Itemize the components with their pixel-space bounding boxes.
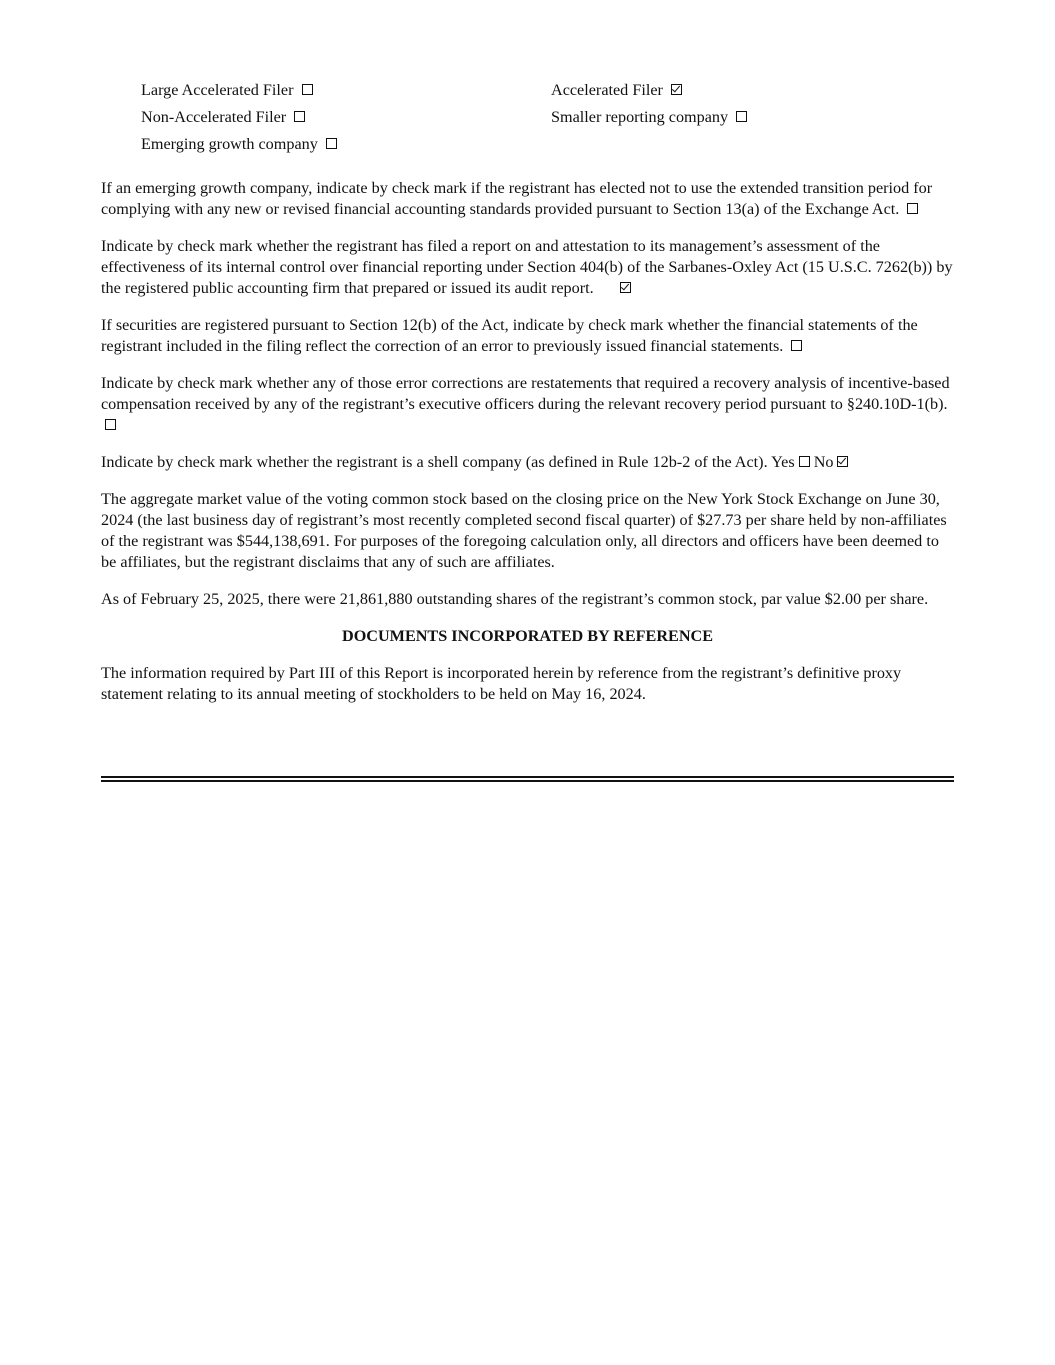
shell-company-yes-label: Yes: [771, 453, 795, 471]
emerging-growth-company-label: Emerging growth company: [141, 135, 318, 153]
error-correction-text: If securities are registered pursuant to Section 12(b) of the Act, indicate by check mark whether the financial statements of the registrant included in the filing reflect the correction of an error to previously issued financial statements.: [101, 316, 918, 355]
emerging-growth-company: [141, 134, 551, 155]
shell-company-text: Indicate by check mark whether the registrant is a shell company (as defined in Rule 12b-2 of the Act).: [101, 453, 768, 471]
document-page: [101, 80, 954, 721]
shell-company-no-checkbox[interactable]: [837, 456, 848, 467]
documents-incorporated-heading: DOCUMENTS INCORPORATED BY REFERENCE: [342, 627, 713, 645]
accelerated-filer-checkbox[interactable]: [671, 84, 682, 95]
icfr-attestation-text: Indicate by check mark whether the registrant has filed a report on and attestation to its management’s assessment of the effectiveness of its internal control over financial reporting under Section 404(b) of the Sarbanes-Oxley Act (15 U.S.C. 7262(b)) by the registered public accounting firm that prepared or issued its audit report.: [101, 237, 953, 297]
non-accelerated-filer-label: Non-Accelerated Filer: [141, 108, 287, 126]
extended-transition-text: If an emerging growth company, indicate by check mark if the registrant has elected not to use the extended transition period for complying with any new or revised financial accounting standards provided pursuant to Section 13(a) of the Exchange Act.: [101, 179, 933, 218]
shell-company-no-label: No: [813, 453, 834, 471]
smaller-reporting-company-label: Smaller reporting company: [551, 108, 729, 126]
error-correction-checkbox[interactable]: [791, 340, 802, 351]
emerging-growth-company-checkbox[interactable]: [326, 138, 337, 149]
shell-company-paragraph: [101, 452, 954, 473]
accelerated-filer: [551, 80, 951, 101]
large-accelerated-filer-label: Large Accelerated Filer: [141, 81, 294, 99]
extended-transition-paragraph: [101, 178, 954, 220]
shell-company-yes-checkbox[interactable]: [799, 456, 810, 467]
recovery-analysis-paragraph: [101, 373, 954, 436]
smaller-reporting-company-checkbox[interactable]: [736, 111, 747, 122]
large-accelerated-filer-checkbox[interactable]: [302, 84, 313, 95]
filer-status-grid: [101, 80, 954, 155]
shares-outstanding-paragraph: As of February 25, 2025, there were 21,861,880 outstanding shares of the registrant’s common stock, par value $2.00 per share.: [101, 590, 929, 608]
recovery-analysis-text: Indicate by check mark whether any of those error corrections are restatements that required a recovery analysis of incentive-based compensation received by any of the registrant’s executive officers during the relevant recovery period pursuant to §240.10D-1(b).: [101, 374, 950, 413]
large-accelerated-filer: [141, 80, 551, 101]
non-accelerated-filer-checkbox[interactable]: [294, 111, 305, 122]
extended-transition-checkbox[interactable]: [907, 203, 918, 214]
documents-incorporated-paragraph: The information required by Part III of this Report is incorporated herein by reference from the registrant’s definitive proxy statement relating to its annual meeting of stockholders to be held on May 16, 2024.: [101, 664, 902, 703]
accelerated-filer-label: Accelerated Filer: [551, 81, 663, 99]
double-divider-rule: [101, 776, 954, 782]
error-correction-paragraph: [101, 315, 954, 357]
recovery-analysis-checkbox[interactable]: [105, 419, 116, 430]
non-accelerated-filer: [141, 107, 551, 128]
market-value-paragraph: The aggregate market value of the voting common stock based on the closing price on the New York Stock Exchange on June 30, 2024 (the last business day of registrant’s most recently completed second fiscal quarter) of $27.73 per share held by non-affiliates of the registrant was $544,138,691. For purposes of the foregoing calculation only, all directors and officers have been deemed to be affiliates, but the registrant disclaims that any of such are affiliates.: [101, 490, 947, 571]
icfr-attestation-paragraph: [101, 236, 954, 299]
icfr-attestation-checkbox[interactable]: [620, 282, 631, 293]
smaller-reporting-company: [551, 107, 951, 128]
